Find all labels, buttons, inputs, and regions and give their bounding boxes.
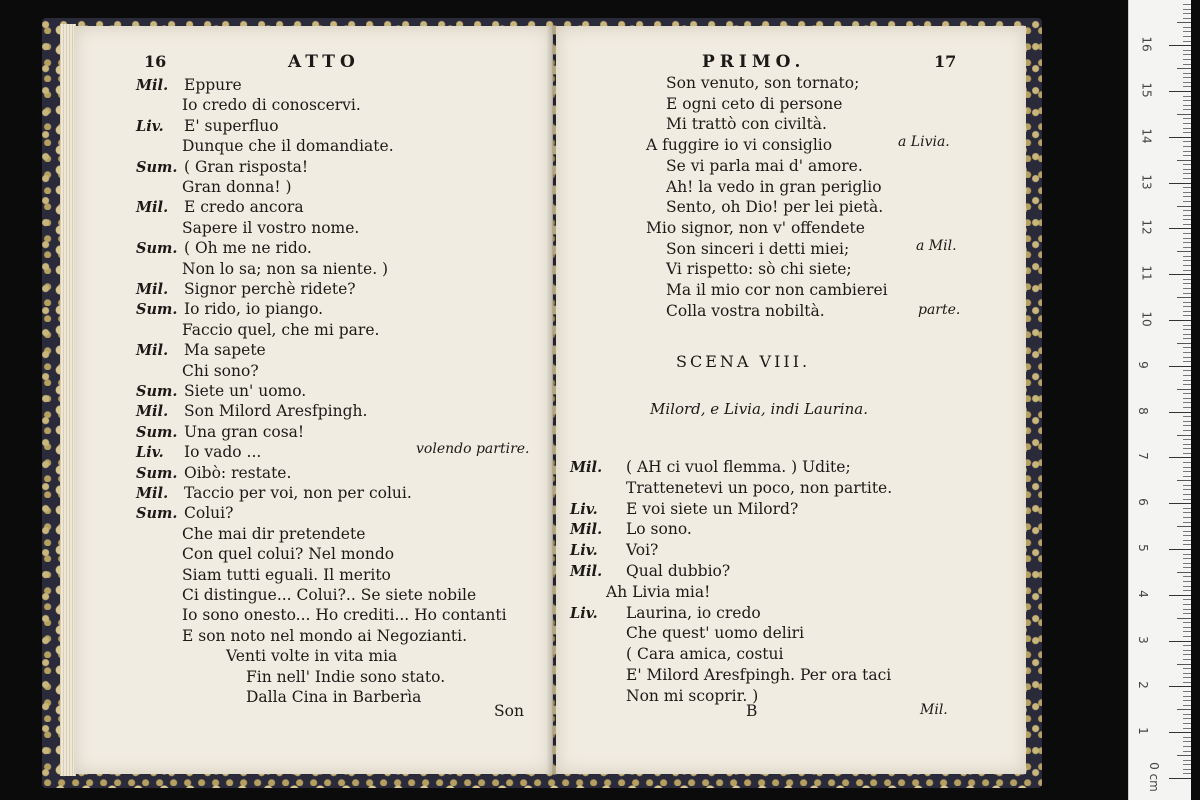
signature-mark: B bbox=[746, 702, 758, 720]
ruler-tick bbox=[1183, 609, 1191, 610]
ruler-tick bbox=[1183, 306, 1191, 307]
speaker-label: Mil. bbox=[570, 459, 603, 476]
ruler-tick bbox=[1183, 141, 1191, 142]
speaker-label: Liv. bbox=[570, 604, 598, 622]
verse-line: Non mi scoprir. ) bbox=[626, 686, 759, 705]
speaker-label: Mil. bbox=[136, 199, 169, 217]
ruler-tick bbox=[1177, 206, 1191, 207]
verse-line: Son Milord Aresfpingh. bbox=[184, 402, 368, 421]
ruler-number: 7 bbox=[1135, 452, 1150, 461]
ruler-tick bbox=[1177, 297, 1191, 298]
ruler-tick bbox=[1177, 755, 1191, 756]
verse-line: Mi trattò con civiltà. bbox=[666, 115, 827, 134]
ruler-tick bbox=[1183, 448, 1191, 449]
ruler-tick bbox=[1183, 31, 1191, 32]
ruler-tick bbox=[1183, 347, 1191, 348]
ruler-tick bbox=[1183, 9, 1191, 10]
ruler-tick bbox=[1183, 384, 1191, 385]
ruler-tick bbox=[1183, 4, 1191, 5]
ruler-tick bbox=[1183, 375, 1191, 376]
ruler-tick bbox=[1183, 476, 1191, 477]
verse-line: Colui? bbox=[184, 504, 234, 523]
verse-line: Fin nell' Indie sono stato. bbox=[246, 667, 446, 686]
ruler-tick bbox=[1183, 508, 1191, 509]
verse-line: Qual dubbio? bbox=[626, 562, 731, 580]
ruler-tick bbox=[1183, 567, 1191, 568]
verse-line: ( Oh me ne rido. bbox=[184, 239, 312, 258]
ruler-tick bbox=[1183, 233, 1191, 234]
ruler-tick bbox=[1183, 650, 1191, 651]
left-page bbox=[74, 26, 553, 774]
ruler-tick bbox=[1169, 228, 1191, 229]
speaker-label: Sum. bbox=[136, 301, 178, 319]
ruler-tick bbox=[1183, 760, 1191, 761]
ruler-tick bbox=[1183, 714, 1191, 715]
ruler-tick bbox=[1169, 595, 1191, 596]
ruler-tick bbox=[1177, 343, 1191, 344]
ruler-tick bbox=[1183, 517, 1191, 518]
speaker-label: Liv. bbox=[570, 500, 598, 518]
verse-line: Ah Livia mia! bbox=[606, 582, 711, 601]
ruler-tick bbox=[1183, 132, 1191, 133]
ruler-tick bbox=[1183, 430, 1191, 431]
ruler-tick bbox=[1183, 512, 1191, 513]
ruler-number: 14 bbox=[1139, 128, 1154, 144]
ruler-tick bbox=[1183, 531, 1191, 532]
ruler-tick bbox=[1183, 169, 1191, 170]
ruler-tick bbox=[1183, 283, 1191, 284]
speaker-label: Mil. bbox=[136, 403, 169, 421]
ruler-tick bbox=[1183, 554, 1191, 555]
speaker-label: Mil. bbox=[570, 521, 603, 539]
ruler-tick bbox=[1183, 462, 1191, 463]
ruler-tick bbox=[1177, 389, 1191, 390]
ruler-tick bbox=[1183, 380, 1191, 381]
ruler-tick bbox=[1183, 118, 1191, 119]
ruler-tick bbox=[1183, 421, 1191, 422]
speaker-label: Liv. bbox=[570, 542, 598, 560]
ruler-tick bbox=[1183, 604, 1191, 605]
ruler-tick bbox=[1183, 416, 1191, 417]
ruler-tick bbox=[1183, 86, 1191, 87]
verse-line: ( AH ci vuol flemma. ) Udite; bbox=[626, 458, 851, 476]
ruler-tick bbox=[1183, 210, 1191, 211]
ruler-number: 1 bbox=[1135, 727, 1150, 736]
verse-line: Signor perchè ridete? bbox=[184, 280, 356, 298]
ruler-tick bbox=[1183, 82, 1191, 83]
ruler-tick bbox=[1183, 540, 1191, 541]
ruler-tick bbox=[1183, 659, 1191, 660]
ruler-tick bbox=[1183, 77, 1191, 78]
ruler-tick bbox=[1183, 128, 1191, 129]
ruler-tick bbox=[1183, 361, 1191, 362]
ruler-tick bbox=[1183, 242, 1191, 243]
ruler-tick bbox=[1183, 471, 1191, 472]
speaker-label: Mil. bbox=[136, 485, 169, 502]
verse-line: Ma il mio cor non cambierei bbox=[666, 281, 888, 299]
verse-line: Laurina, io credo bbox=[626, 603, 761, 622]
ruler-number: 2 bbox=[1135, 681, 1150, 690]
ruler-tick bbox=[1183, 393, 1191, 394]
verse-line: Sento, oh Dio! per lei pietà. bbox=[666, 198, 884, 217]
running-header-left: ATTO bbox=[288, 52, 360, 72]
scene-title: SCENA VIII. bbox=[676, 352, 811, 371]
verse-line: Io sono onesto... Ho crediti... Ho contanti bbox=[182, 606, 507, 625]
ruler-tick bbox=[1183, 444, 1191, 445]
ruler-tick bbox=[1183, 668, 1191, 669]
ruler-tick bbox=[1183, 50, 1191, 51]
ruler-tick bbox=[1183, 311, 1191, 312]
ruler-tick bbox=[1183, 59, 1191, 60]
ruler-tick bbox=[1183, 563, 1191, 564]
ruler-tick bbox=[1183, 773, 1191, 774]
speaker-label: Mil. bbox=[136, 281, 169, 298]
ruler-tick bbox=[1169, 457, 1191, 458]
ruler-tick bbox=[1183, 499, 1191, 500]
verse-line: Son sinceri i detti miei; bbox=[666, 239, 850, 258]
ruler-tick bbox=[1183, 36, 1191, 37]
speaker-label: Mil. bbox=[136, 77, 169, 94]
ruler-tick bbox=[1177, 251, 1191, 252]
verse-line: A fuggire io vi consiglio bbox=[646, 136, 833, 155]
ruler-tick bbox=[1183, 155, 1191, 156]
verse-line: Son venuto, son tornato; bbox=[666, 74, 860, 92]
ruler-tick bbox=[1183, 723, 1191, 724]
stage-direction: volendo partire. bbox=[416, 441, 530, 457]
speaker-label: Liv. bbox=[136, 117, 164, 135]
verse-line: Gran donna! ) bbox=[182, 178, 292, 196]
ruler-tick bbox=[1169, 183, 1191, 184]
verse-line: Che mai dir pretendete bbox=[182, 524, 366, 543]
ruler-tick bbox=[1183, 164, 1191, 165]
ruler-tick bbox=[1183, 627, 1191, 628]
ruler-tick bbox=[1183, 192, 1191, 193]
ruler-tick bbox=[1183, 256, 1191, 257]
verse-line: Taccio per voi, non per colui. bbox=[184, 484, 412, 502]
ruler-tick bbox=[1183, 751, 1191, 752]
ruler-tick bbox=[1183, 737, 1191, 738]
ruler-tick bbox=[1183, 636, 1191, 637]
ruler-tick bbox=[1183, 682, 1191, 683]
verse-line: Non lo sa; non sa niente. ) bbox=[182, 259, 389, 278]
ruler-tick bbox=[1183, 247, 1191, 248]
ruler-tick bbox=[1183, 439, 1191, 440]
ruler-tick bbox=[1183, 329, 1191, 330]
ruler-tick bbox=[1183, 677, 1191, 678]
verse-line: Lo sono. bbox=[626, 520, 692, 539]
ruler-tick bbox=[1183, 13, 1191, 14]
verse-line: Eppure bbox=[184, 76, 242, 94]
ruler-number: 15 bbox=[1139, 82, 1154, 98]
verse-line: Se vi parla mai d' amore. bbox=[666, 156, 863, 175]
ruler-tick bbox=[1183, 260, 1191, 261]
ruler-tick bbox=[1183, 398, 1191, 399]
ruler-tick bbox=[1183, 54, 1191, 55]
verse-line: Siam tutti eguali. Il merito bbox=[182, 565, 391, 584]
ruler-tick bbox=[1183, 73, 1191, 74]
ruler-tick bbox=[1183, 425, 1191, 426]
verse-line: Mio signor, non v' offendete bbox=[646, 218, 865, 237]
aside-mil: a Mil. bbox=[916, 238, 957, 254]
ruler-tick bbox=[1183, 219, 1191, 220]
ruler-tick bbox=[1183, 402, 1191, 403]
ruler-tick bbox=[1177, 114, 1191, 115]
ruler-tick bbox=[1183, 100, 1191, 101]
page-number-left: 16 bbox=[144, 52, 167, 71]
ruler-tick bbox=[1169, 274, 1191, 275]
ruler-number: 11 bbox=[1139, 265, 1154, 281]
verse-line: E ogni ceto di persone bbox=[666, 94, 843, 113]
verse-line: Dalla Cina in Barberìa bbox=[246, 688, 422, 706]
ruler-tick bbox=[1183, 489, 1191, 490]
ruler-tick bbox=[1177, 435, 1191, 436]
ruler-tick bbox=[1183, 485, 1191, 486]
verse-line: E credo ancora bbox=[184, 198, 304, 217]
ruler-tick bbox=[1169, 778, 1191, 779]
verse-line: ( Gran risposta! bbox=[184, 157, 309, 176]
ruler-tick bbox=[1183, 18, 1191, 19]
ruler-tick bbox=[1183, 700, 1191, 701]
verse-line: Venti volte in vita mia bbox=[226, 647, 398, 666]
ruler-number: 9 bbox=[1135, 360, 1150, 369]
speaker-label: Sum. bbox=[136, 383, 178, 400]
ruler-tick bbox=[1183, 357, 1191, 358]
ruler-tick bbox=[1183, 728, 1191, 729]
ruler-tick bbox=[1183, 96, 1191, 97]
ruler-number: 3 bbox=[1135, 635, 1150, 644]
ruler-tick bbox=[1183, 270, 1191, 271]
page-number-right: 17 bbox=[934, 52, 957, 71]
ruler-tick bbox=[1183, 599, 1191, 600]
ruler-number: 12 bbox=[1139, 219, 1154, 236]
ruler-tick bbox=[1177, 526, 1191, 527]
verse-line: Chi sono? bbox=[182, 361, 259, 380]
verse-line: E voi siete un Milord? bbox=[626, 499, 799, 518]
ruler-tick bbox=[1183, 196, 1191, 197]
ruler-tick bbox=[1183, 370, 1191, 371]
ruler-tick bbox=[1183, 224, 1191, 225]
ruler-tick bbox=[1169, 91, 1191, 92]
measurement-ruler bbox=[1128, 0, 1191, 800]
ruler-number: 8 bbox=[1135, 406, 1150, 415]
ruler-tick bbox=[1183, 407, 1191, 408]
verse-line: Colla vostra nobiltà. bbox=[666, 301, 825, 320]
ruler-tick bbox=[1183, 535, 1191, 536]
verse-line: Con quel colui? Nel mondo bbox=[182, 545, 395, 564]
verse-line: Io rido, io piango. bbox=[184, 300, 324, 319]
ruler-tick bbox=[1183, 590, 1191, 591]
ruler-tick bbox=[1183, 105, 1191, 106]
ruler-tick bbox=[1183, 654, 1191, 655]
right-page bbox=[556, 26, 1026, 774]
ruler-tick bbox=[1183, 622, 1191, 623]
ruler-tick bbox=[1183, 146, 1191, 147]
ruler-tick bbox=[1169, 641, 1191, 642]
ruler-tick bbox=[1169, 137, 1191, 138]
ruler-tick bbox=[1183, 293, 1191, 294]
ruler-number: 13 bbox=[1139, 173, 1154, 190]
ruler-tick bbox=[1183, 769, 1191, 770]
verse-line: Faccio quel, che mi pare. bbox=[182, 320, 380, 339]
ruler-tick bbox=[1183, 645, 1191, 646]
verse-line: Vi rispetto: sò chi siete; bbox=[666, 260, 852, 279]
ruler-tick bbox=[1183, 764, 1191, 765]
aside-livia: a Livia. bbox=[898, 134, 950, 150]
ruler-tick bbox=[1183, 631, 1191, 632]
ruler-tick bbox=[1183, 109, 1191, 110]
ruler-tick bbox=[1183, 673, 1191, 674]
ruler-tick bbox=[1169, 549, 1191, 550]
ruler-tick bbox=[1169, 45, 1191, 46]
ruler-number: 0 cm bbox=[1146, 762, 1161, 792]
ruler-tick bbox=[1183, 302, 1191, 303]
verse-line: Io vado ... bbox=[184, 443, 262, 462]
ruler-tick bbox=[1183, 123, 1191, 124]
speaker-label: Sum. bbox=[136, 423, 178, 441]
ruler-tick bbox=[1177, 480, 1191, 481]
ruler-tick bbox=[1183, 558, 1191, 559]
ruler-tick bbox=[1183, 265, 1191, 266]
ruler-tick bbox=[1183, 613, 1191, 614]
speaker-label: Sum. bbox=[136, 505, 178, 523]
verse-line: Una gran cosa! bbox=[184, 422, 305, 441]
catchword-right: Mil. bbox=[920, 702, 948, 718]
ruler-tick bbox=[1169, 503, 1191, 504]
aside-parte: parte. bbox=[918, 302, 961, 318]
ruler-tick bbox=[1169, 320, 1191, 321]
ruler-tick bbox=[1183, 576, 1191, 577]
verse-line: Siete un' uomo. bbox=[184, 382, 307, 400]
ruler-tick bbox=[1169, 412, 1191, 413]
speaker-label: Sum. bbox=[136, 240, 178, 258]
ruler-tick bbox=[1183, 586, 1191, 587]
ruler-tick bbox=[1183, 315, 1191, 316]
verse-line: Voi? bbox=[626, 541, 659, 560]
verse-line: Dunque che il domandiate. bbox=[182, 137, 394, 156]
ruler-tick bbox=[1183, 467, 1191, 468]
ruler-tick bbox=[1177, 664, 1191, 665]
ruler-tick bbox=[1183, 173, 1191, 174]
ruler-tick bbox=[1183, 279, 1191, 280]
verse-line: Io credo di conoscervi. bbox=[182, 96, 361, 115]
ruler-tick bbox=[1177, 618, 1191, 619]
ruler-tick bbox=[1183, 151, 1191, 152]
ruler-tick bbox=[1177, 22, 1191, 23]
ruler-tick bbox=[1183, 581, 1191, 582]
ruler-tick bbox=[1183, 494, 1191, 495]
ruler-tick bbox=[1183, 201, 1191, 202]
ruler-tick bbox=[1183, 544, 1191, 545]
ruler-tick bbox=[1169, 732, 1191, 733]
ruler-tick bbox=[1183, 352, 1191, 353]
ruler-tick bbox=[1183, 718, 1191, 719]
ruler-tick bbox=[1183, 696, 1191, 697]
ruler-tick bbox=[1177, 709, 1191, 710]
ruler-tick bbox=[1183, 334, 1191, 335]
ruler-number: 5 bbox=[1135, 544, 1150, 552]
speaker-label: Mil. bbox=[570, 563, 603, 580]
ruler-tick bbox=[1177, 572, 1191, 573]
verse-line: Ci distingue... Colui?.. Se siete nobile bbox=[182, 586, 477, 604]
ruler-tick bbox=[1183, 741, 1191, 742]
verse-line: E son noto nel mondo ai Negozianti. bbox=[182, 626, 468, 645]
verse-line: Ma sapete bbox=[184, 341, 266, 360]
ruler-tick bbox=[1183, 746, 1191, 747]
verse-line: Sapere il vostro nome. bbox=[182, 218, 360, 237]
ruler-number: 4 bbox=[1135, 589, 1150, 598]
verse-line: ( Cara amica, costui bbox=[626, 645, 784, 664]
ruler-tick bbox=[1183, 41, 1191, 42]
ruler-tick bbox=[1183, 238, 1191, 239]
ruler-tick bbox=[1183, 338, 1191, 339]
scene-characters: Milord, e Livia, indi Laurina. bbox=[650, 400, 868, 418]
running-header-right: PRIMO. bbox=[702, 52, 806, 72]
ruler-tick bbox=[1169, 366, 1191, 367]
ruler-tick bbox=[1177, 68, 1191, 69]
ruler-tick bbox=[1183, 64, 1191, 65]
ruler-tick bbox=[1183, 178, 1191, 179]
ruler-tick bbox=[1183, 325, 1191, 326]
speaker-label: Sum. bbox=[136, 158, 178, 176]
verse-line: E' Milord Aresfpingh. Per ora taci bbox=[626, 666, 892, 684]
ruler-tick bbox=[1183, 453, 1191, 454]
ruler-tick bbox=[1183, 691, 1191, 692]
speaker-label: Sum. bbox=[136, 464, 178, 482]
verse-line: Oibò: restate. bbox=[184, 463, 292, 482]
ruler-tick bbox=[1183, 522, 1191, 523]
ruler-number: 6 bbox=[1135, 498, 1150, 507]
ruler-number: 16 bbox=[1139, 36, 1154, 52]
ruler-tick bbox=[1183, 27, 1191, 28]
ruler-tick bbox=[1183, 288, 1191, 289]
ruler-tick bbox=[1183, 215, 1191, 216]
catchword-left: Son bbox=[494, 702, 524, 720]
ruler-tick bbox=[1183, 187, 1191, 188]
ruler-tick bbox=[1177, 160, 1191, 161]
verse-line: Trattenetevi un poco, non partite. bbox=[626, 478, 893, 497]
speaker-label: Mil. bbox=[136, 342, 169, 360]
verse-line: Che quest' uomo deliri bbox=[626, 624, 805, 643]
ruler-tick bbox=[1169, 686, 1191, 687]
verse-line: E' superfluo bbox=[184, 116, 279, 135]
ruler-tick bbox=[1183, 705, 1191, 706]
verse-line: Ah! la vedo in gran periglio bbox=[666, 177, 882, 196]
speaker-label: Liv. bbox=[136, 444, 164, 462]
ruler-number: 10 bbox=[1139, 311, 1154, 327]
